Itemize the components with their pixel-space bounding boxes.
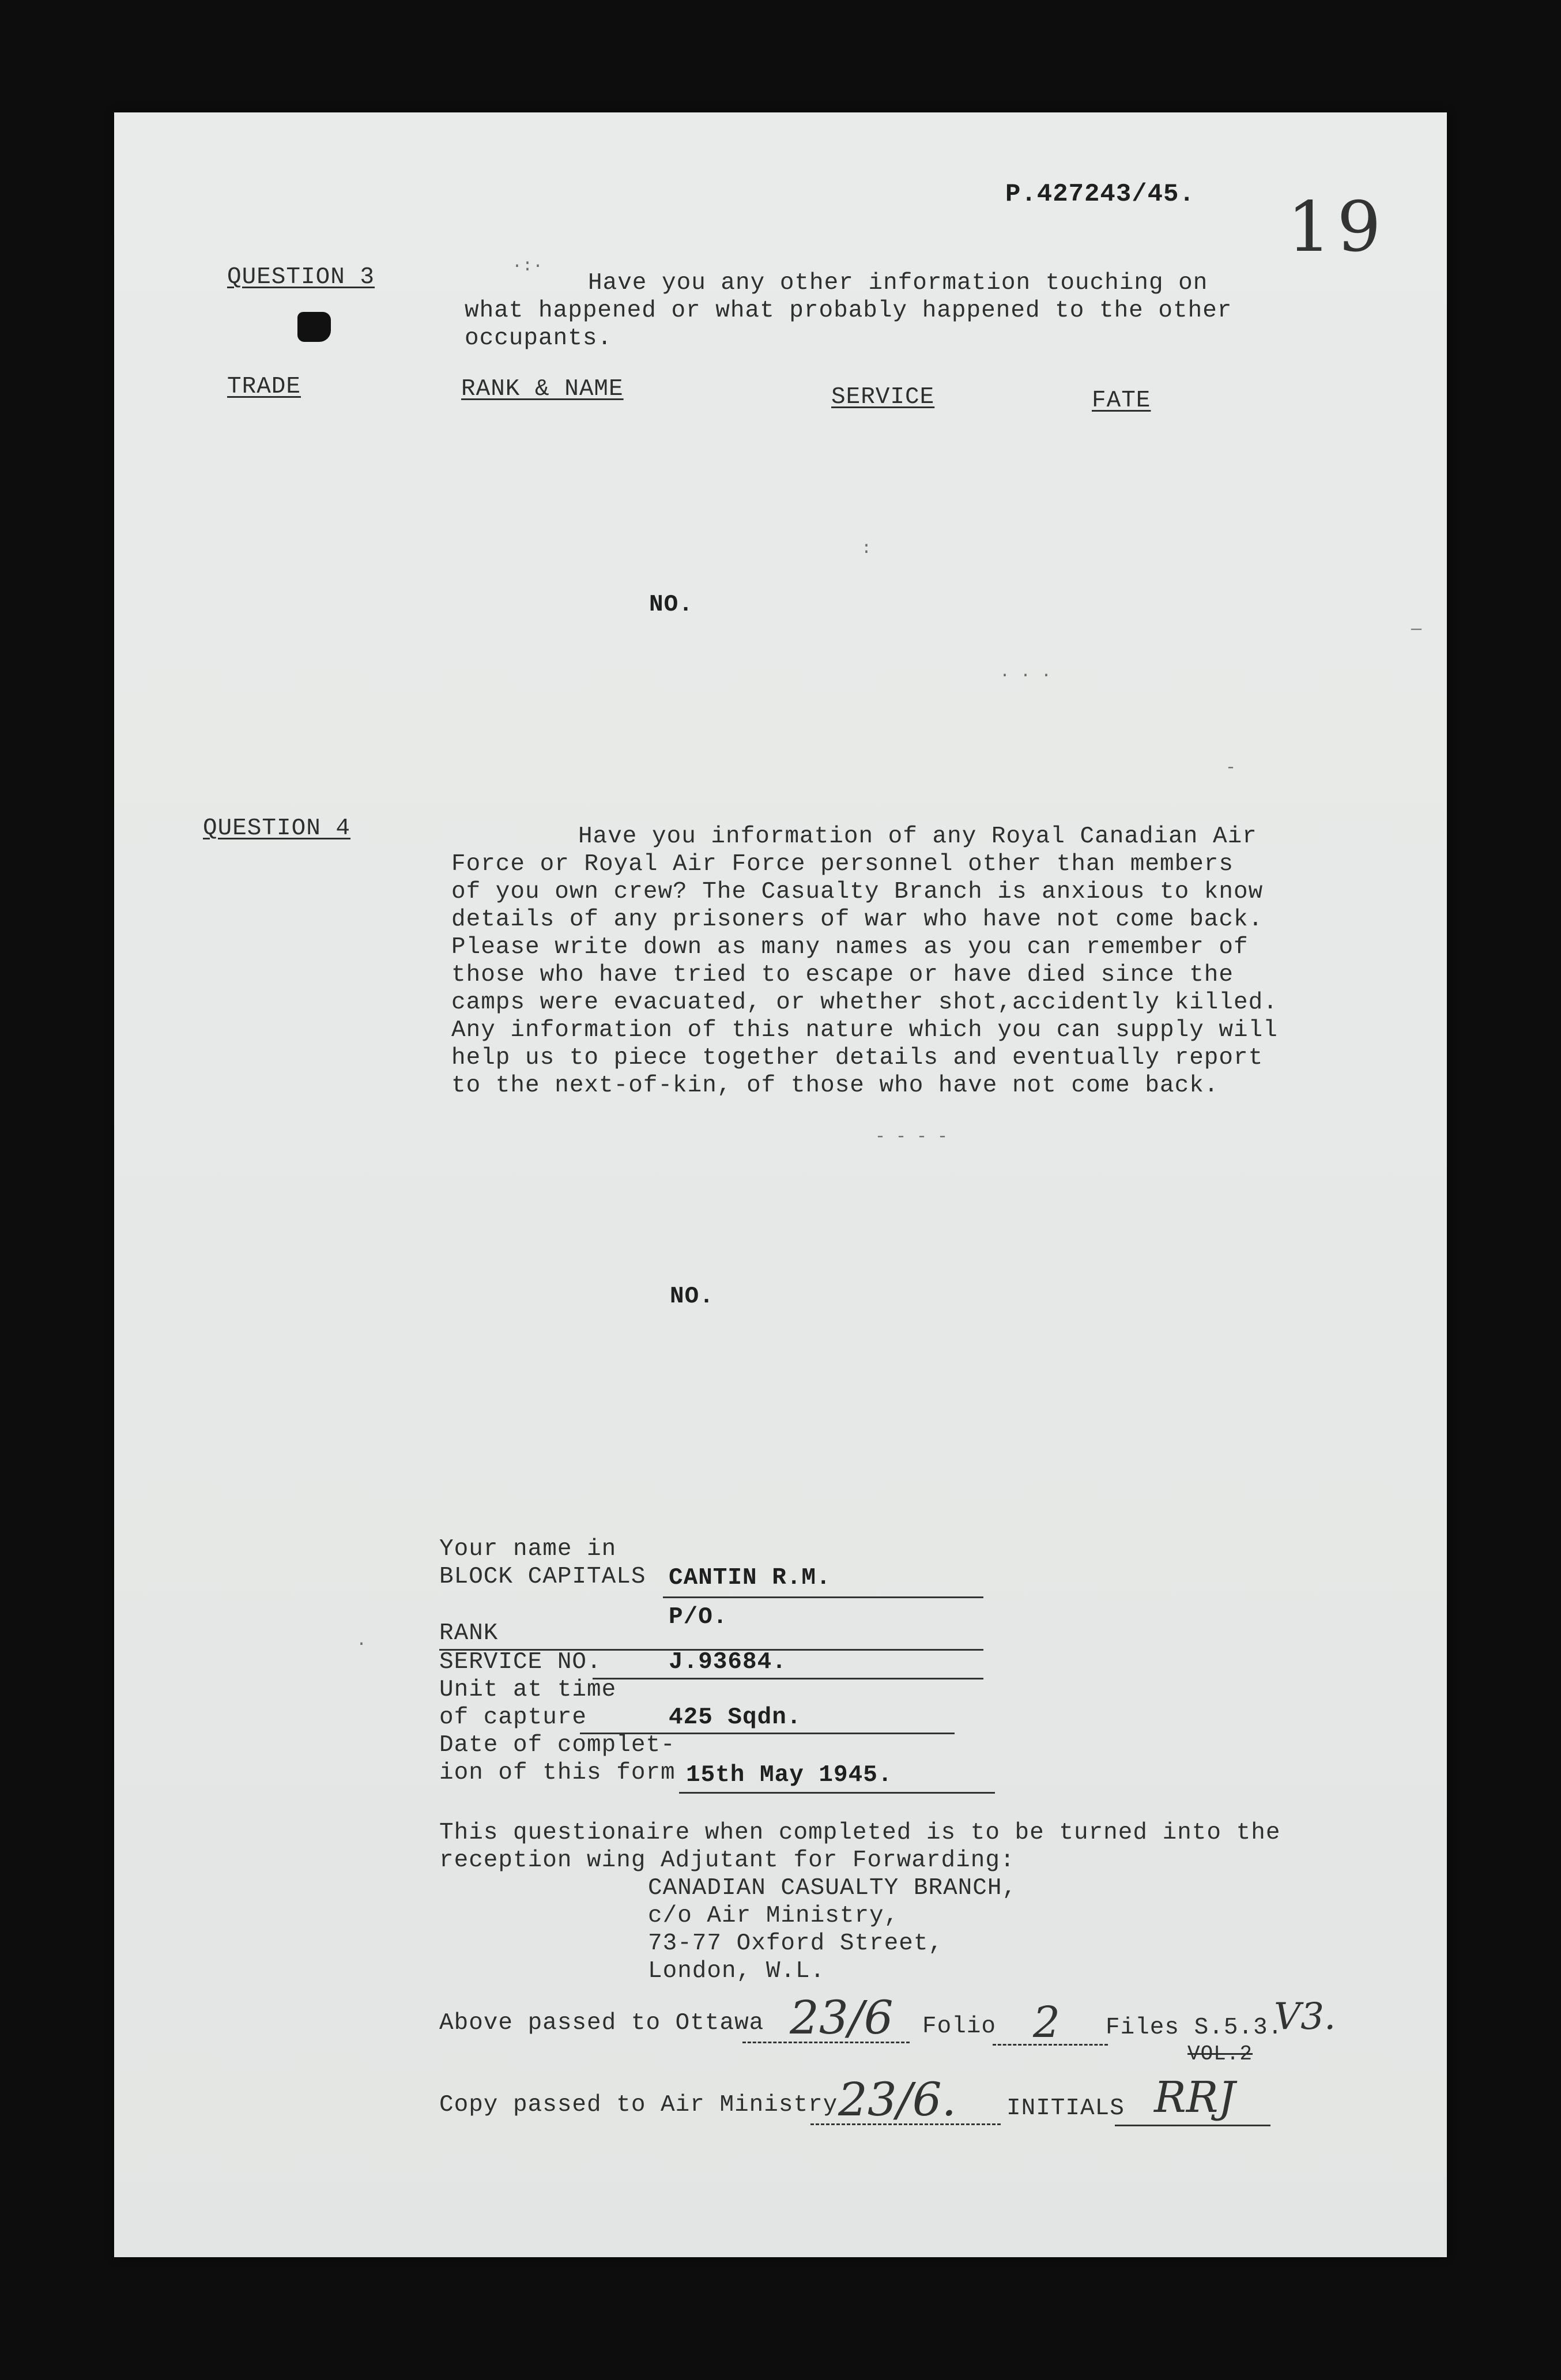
ottawa-date-handwritten: 23/6 [790, 1991, 893, 2044]
name-underline [663, 1596, 983, 1598]
ottawa-underline [742, 2042, 910, 2043]
air-ministry-label: Copy passed to Air Ministry [439, 2092, 838, 2118]
document-page [114, 112, 1447, 2257]
air-ministry-underline [810, 2123, 1001, 2125]
question-4-text-line-6: those who have tried to escape or have died since the [451, 962, 1234, 988]
question-3-text-line-3: occupants. [465, 325, 613, 352]
punch-hole [297, 312, 331, 342]
question-4-text-line-5: Please write down as many names as you can remember of [451, 934, 1249, 961]
folio-handwritten: 2 [1033, 1998, 1061, 2047]
folio-underline [993, 2044, 1108, 2046]
initials-handwritten: RRJ [1154, 2073, 1236, 2122]
date-label-line-2: ion of this form [439, 1760, 676, 1786]
address-line-2: c/o Air Ministry, [648, 1903, 899, 1929]
question-3-answer: NO. [649, 592, 693, 618]
column-service: SERVICE [831, 384, 935, 411]
service-underline [593, 1678, 983, 1679]
vol-label-struck: VOL.2 [1187, 2042, 1253, 2066]
files-handwritten-mark: V3. [1274, 1995, 1336, 2038]
date-value: 15th May 1945. [686, 1762, 893, 1788]
ottawa-label: Above passed to Ottawa [439, 2010, 764, 2036]
air-ministry-date-handwritten: 23/6. [838, 2073, 957, 2126]
service-value: J.93684. [669, 1649, 787, 1675]
instructions-line-1: This questionaire when completed is to be turned into the [439, 1820, 1281, 1846]
question-4-text-line-4: details of any prisoners of war who have not come back. [451, 906, 1264, 933]
initials-underline [1115, 2125, 1270, 2126]
files-label: Files S.5.3. [1106, 2014, 1283, 2041]
name-label-line-2: BLOCK CAPITALS [439, 1564, 646, 1590]
paper-speck: ·:· [512, 257, 544, 276]
paper-speck: - - - - [875, 1127, 948, 1147]
unit-label-line-1: Unit at time [439, 1677, 617, 1703]
address-line-3: 73-77 Oxford Street, [648, 1930, 944, 1957]
unit-label-line-2: of capture [439, 1704, 587, 1731]
date-underline [679, 1792, 995, 1794]
question-3-text-line-2: what happened or what probably happened to the other [465, 298, 1232, 324]
address-line-1: CANADIAN CASUALTY BRANCH, [648, 1875, 1017, 1901]
paper-speck: · · · [1000, 666, 1052, 686]
rank-label: RANK [439, 1620, 499, 1647]
column-trade: TRADE [227, 374, 301, 400]
service-label: SERVICE NO. [439, 1649, 602, 1675]
date-label-line-1: Date of complet- [439, 1732, 676, 1758]
question-4-text-line-7: camps were evacuated, or whether shot,accidently killed. [451, 989, 1278, 1016]
name-value: CANTIN R.M. [669, 1565, 831, 1591]
question-3-label: QUESTION 3 [227, 264, 375, 291]
paper-speck: - [1226, 758, 1236, 778]
question-4-text-line-9: help us to piece together details and eventually report [451, 1045, 1264, 1071]
paper-speck: · [356, 1635, 367, 1654]
reference-number: P.427243/45. [1005, 180, 1195, 209]
column-fate: FATE [1092, 387, 1151, 414]
instructions-line-2: reception wing Adjutant for Forwarding: [439, 1847, 1015, 1874]
question-4-answer: NO. [670, 1283, 714, 1310]
rank-value: P/O. [669, 1604, 728, 1630]
address-line-4: London, W.L. [648, 1958, 825, 1984]
unit-value: 425 Sqdn. [669, 1704, 802, 1731]
column-rank-name: RANK & NAME [461, 376, 624, 402]
question-4-text-line-3: of you own crew? The Casualty Branch is anxious to know [451, 879, 1264, 905]
question-4-text-line-10: to the next-of-kin, of those who have not come back. [451, 1072, 1219, 1099]
folio-label: Folio [922, 2013, 997, 2040]
question-4-label: QUESTION 4 [203, 815, 351, 842]
name-label-line-1: Your name in [439, 1536, 617, 1562]
question-4-text-line-1: Have you information of any Royal Canadian Air [578, 823, 1257, 850]
handwritten-page-number: 19 [1287, 187, 1387, 268]
initials-label: INITIALS [1006, 2095, 1125, 2122]
question-4-text-line-8: Any information of this nature which you can supply will [451, 1017, 1278, 1044]
paper-speck: — [1411, 620, 1422, 639]
paper-speck: : [861, 539, 872, 559]
question-4-text-line-2: Force or Royal Air Force personnel other than members [451, 851, 1234, 878]
question-3-text-line-1: Have you any other information touching on [588, 270, 1208, 296]
